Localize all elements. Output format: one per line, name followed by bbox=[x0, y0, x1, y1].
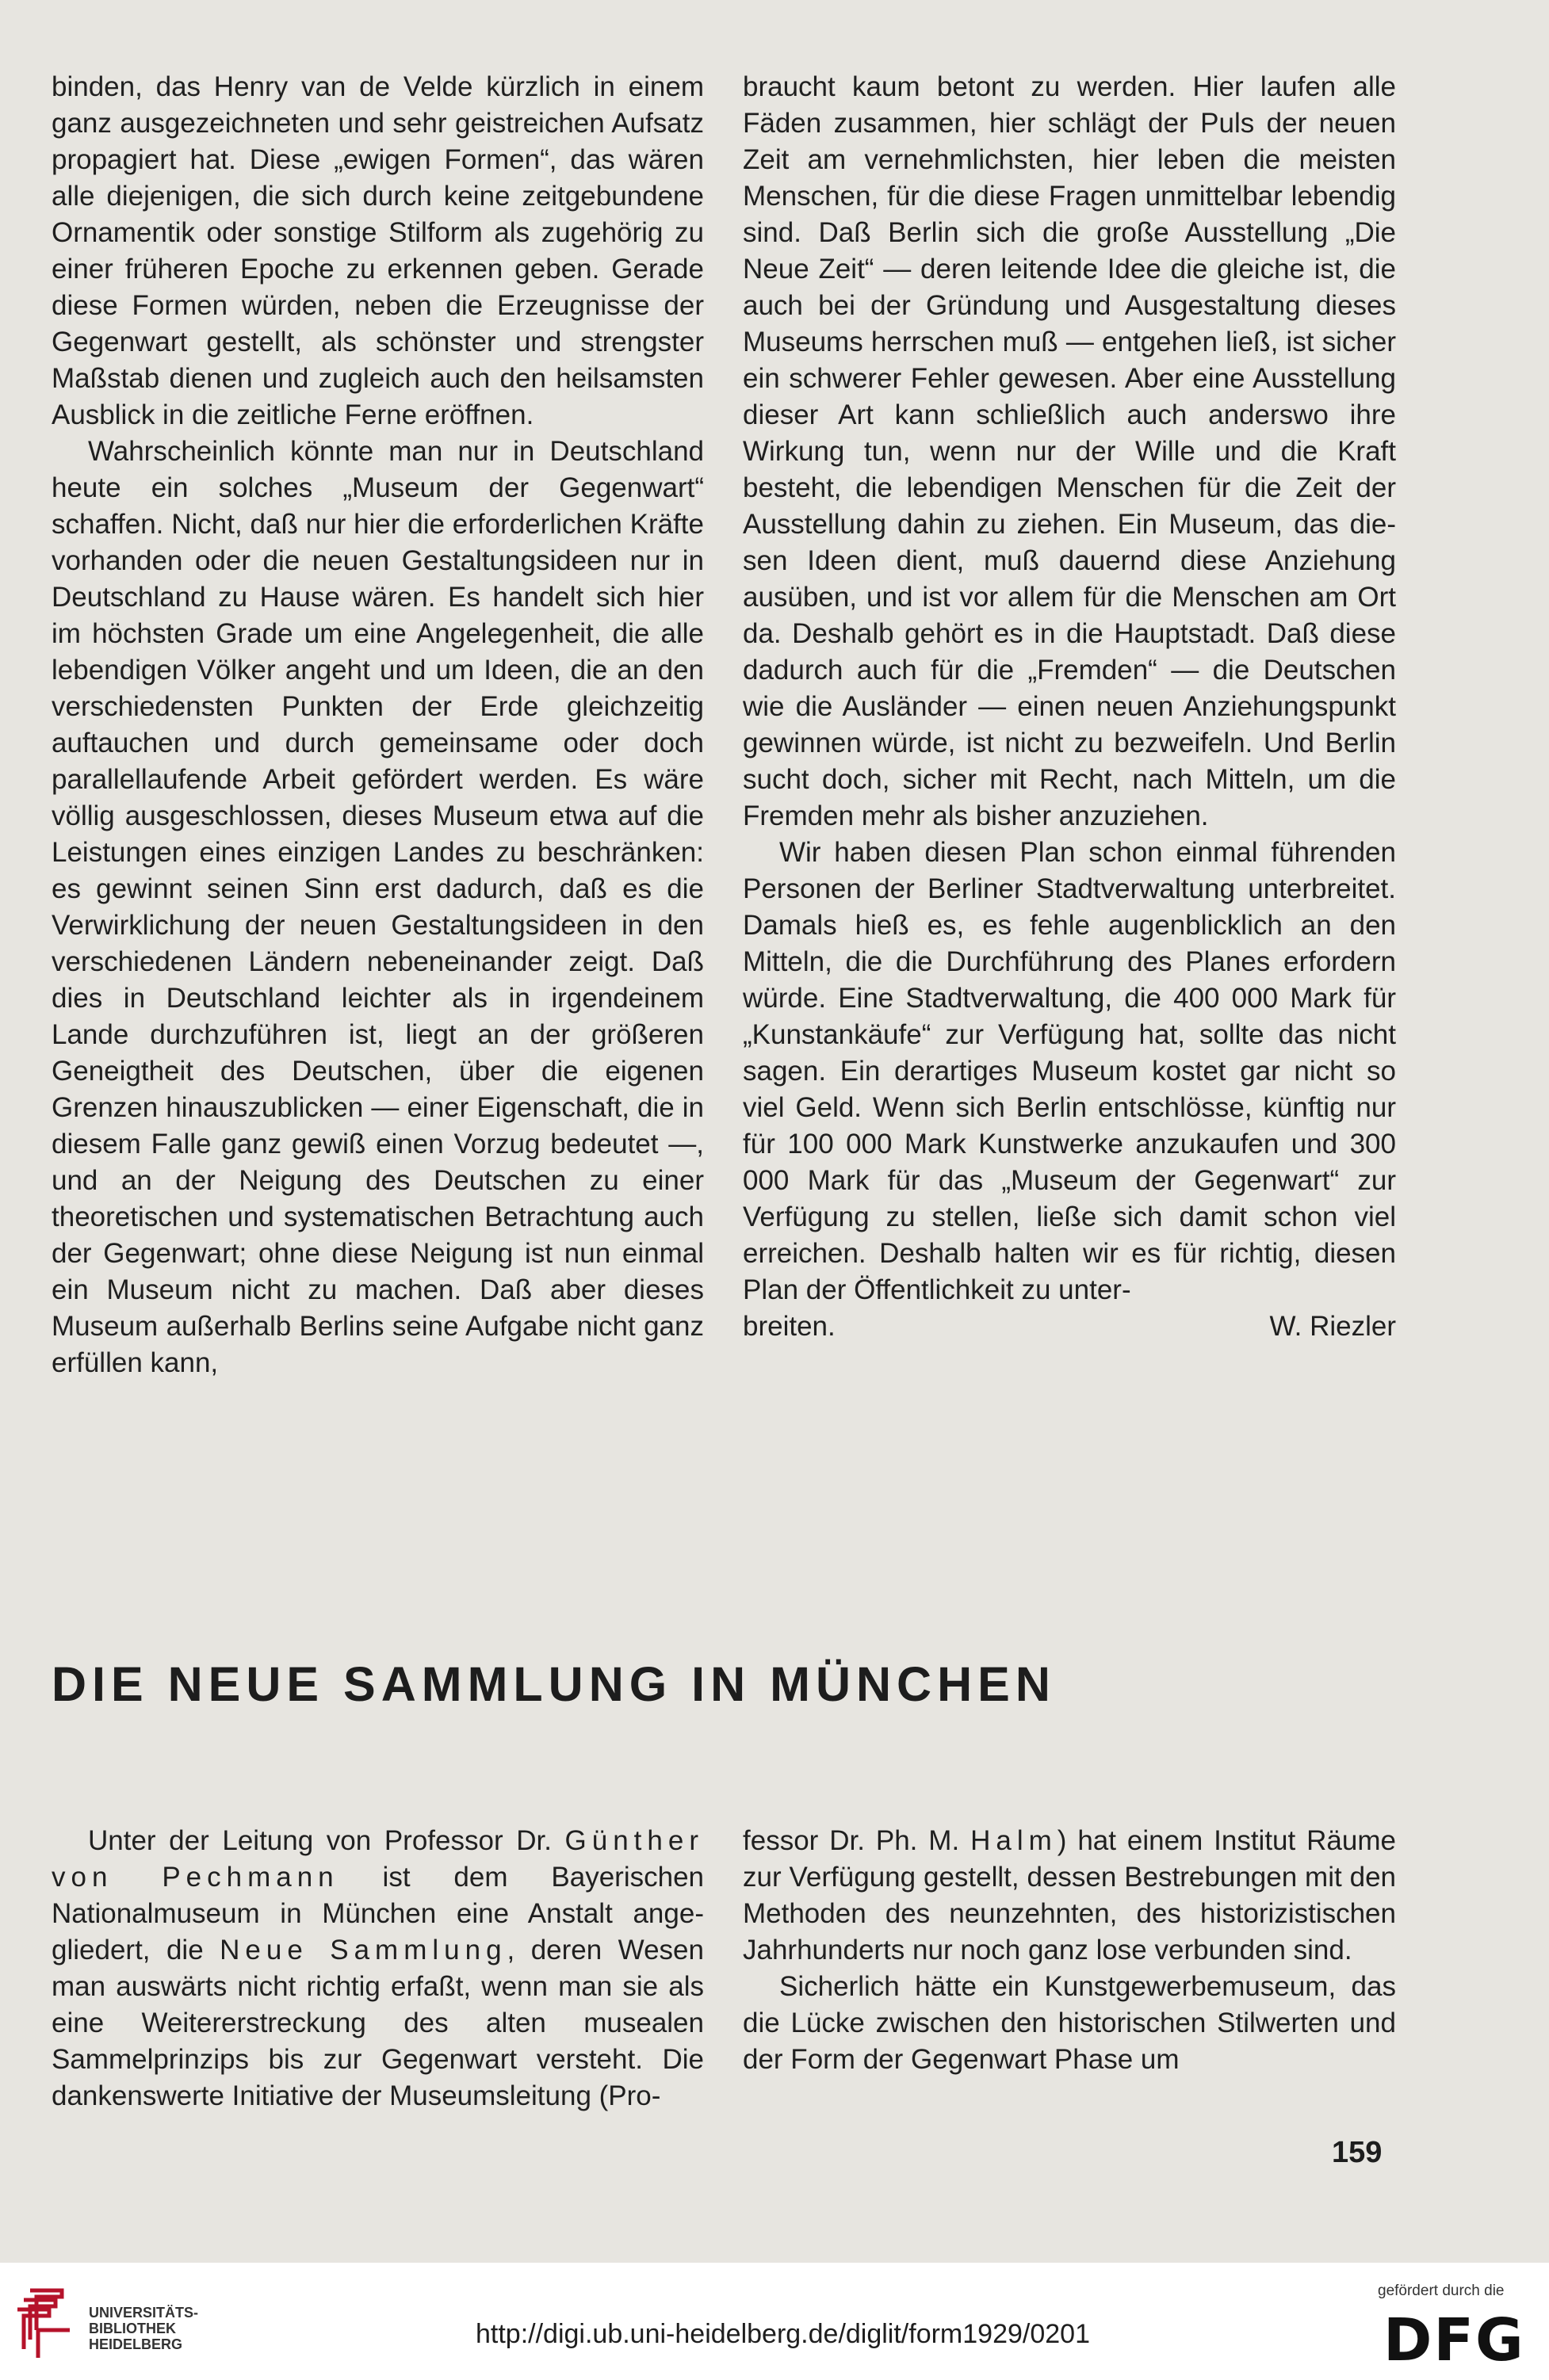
text-column-left-top bbox=[52, 69, 704, 1381]
person-name: Halm bbox=[970, 1825, 1058, 1856]
funding-caption: gefördert durch die bbox=[1378, 2283, 1505, 2299]
institution-name: Neue Sammlung bbox=[220, 1935, 507, 1966]
library-name-line: UNIVERSITÄTS- bbox=[89, 2305, 199, 2321]
text-column-right-top bbox=[743, 69, 1396, 1345]
closing-line bbox=[743, 1308, 1396, 1345]
paragraph: Sicherlich hätte ein Kunstgewerbemuseum, das die Lücke zwischen den historischen Stilwerten und der Form der Gegenwart Phase um bbox=[743, 1971, 1396, 2075]
article-headline: DIE NEUE SAMMLUNG IN MÜNCHEN bbox=[52, 1657, 1056, 1711]
author-signature: W. Riezler bbox=[1269, 1311, 1396, 1342]
paragraph: braucht kaum betont zu werden. Hier laufen alle Fäden zusammen, hier schlägt der Puls der neuen Zeit am vernehmlichsten, hier leben die meisten Menschen, für die diese Fragen unmittelbar lebendig sind. Daß Berlin sich die große Ausstellung „Die Neue Zeit“ — deren leitende Idee die gleiche ist, die auch bei der Gründung und Ausgestaltung dieses Museums herrschen muß — entgehen ließ, ist sicher ein schwerer Fehler gewesen. Aber eine Ausstellung dieser Art kann schließlich auch anderswo ihre Wirkung tun, wenn nur der Wille und die Kraft besteht, die lebendigen Menschen für die Zeit der Ausstellung dahin zu ziehen. Ein Museum, das diesen Ideen dient, muß dauernd diese Anziehung ausüben, und ist vor allem für die Menschen am Ort da. Deshalb gehört es in die Hauptstadt. Daß diese dadurch auch für die „Fremden“ — die Deutschen wie die Ausländer — einen neuen Anziehungspunkt gewinnen würde, ist nicht zu bezweifeln. Und Berlin sucht doch, sicher mit Recht, nach Mitteln, um die Fremden mehr als bisher anzuziehen. bbox=[743, 71, 1396, 831]
paragraph: binden, das Henry van de Velde kürzlich in einem ganz ausgezeichneten und sehr geistreichen Aufsatz propagiert hat. Diese „ewigen Formen“, das wären alle diejenigen, die sich durch keine zeitgebundene Ornamentik oder sonstige Stilform als zugehörig zu einer früheren Epoche zu erkennen geben. Gerade diese Formen würden, neben die Erzeugnisse der Gegenwart gestellt, als schönster und strengster Maßstab dienen und zugleich auch den heilsamsten Ausblick in die zeitliche Ferne eröffnen. bbox=[52, 71, 704, 430]
library-name-line: BIBLIOTHEK bbox=[89, 2321, 176, 2336]
paragraph bbox=[52, 1823, 704, 2114]
library-logo-icon bbox=[14, 2283, 76, 2366]
library-name-line: HEIDELBERG bbox=[89, 2336, 183, 2352]
person-name: Günther von Pechmann bbox=[52, 1825, 704, 1893]
page-number: 159 bbox=[1332, 2136, 1383, 2169]
paragraph: Wahrscheinlich könnte man nur in Deutschland heute ein solches „Museum der Gegenwart“ schaffen. Nicht, daß nur hier die erforderlichen Kräfte vorhanden oder die neuen Gestaltungsideen nur in Deutschland zu Hause wären. Es handelt sich hier im höchsten Grade um eine Angelegenheit, die alle lebendigen Völker angeht und um Ideen, die an den verschiedensten Punkten der Erde gleichzeitig auftauchen und durch gemeinsame oder doch parallellaufende Arbeit gefördert werden. Es wäre völlig ausgeschlossen, dieses Museum etwa auf die Leistungen eines einzigen Landes zu beschränken: es gewinnt seinen Sinn erst dadurch, daß es die Verwirklichung der neuen Gestaltungsideen in den verschiedenen Ländern nebeneinander zeigt. Daß dies in Deutschland leichter als in irgendeinem Lande durchzuführen ist, liegt an der größeren Geneigtheit des Deutschen, über die eigenen Grenzen hinauszublicken — einer Eigenschaft, die in diesem Falle ganz gewiß einen Vorzug bedeutet —, und an der Neigung des Deutschen zu einer theoretischen und systematischen Betrachtung auch der Gegenwart; ohne diese Neigung ist nun einmal ein Museum nicht zu machen. Daß aber dieses Museum außerhalb Berlins seine Aufgabe nicht ganz erfüllen kann, bbox=[52, 436, 704, 1378]
text-run: ist dem Bayerischen Nationalmuseum in München eine Anstalt angegliedert, die bbox=[52, 1862, 704, 1966]
permalink-url[interactable]: http://digi.ub.uni-heidelberg.de/diglit/form1929/0201 bbox=[476, 2319, 1090, 2349]
text-column-right-bottom bbox=[743, 1823, 1396, 2078]
paragraph: Wir haben diesen Plan schon einmal führenden Personen der Berliner Stadtverwaltung unterbreitet. Damals hieß es, es fehle augenblicklich an den Mitteln, die die Durchführung des Planes erfordern würde. Eine Stadtverwaltung, die 400 000 Mark für „Kunstankäufe“ zur Verfügung hat, sollte das nicht sagen. Ein derartiges Museum kostet gar nicht so viel Geld. Wenn sich Berlin entschlösse, künftig nur für 100 000 Mark Kunstwerke anzukaufen und 300 000 Mark für das „Museum der Gegenwart“ zur Verfügung zu stellen, ließe sich damit schon viel erreichen. Deshalb halten wir es für richtig, diesen Plan der Öffentlichkeit zu unter- bbox=[743, 837, 1396, 1305]
text-run: ) hat einem Institut Räume zur Verfügung gestellt, dessen Bestrebungen mit den Methoden des neunzehnten, des historizistischen Jahrhunderts nur noch ganz lose verbunden sind. bbox=[743, 1825, 1396, 1966]
text-run: , deren Wesen man auswärts nicht richtig erfaßt, wenn man sie als eine Weitererstreckung des alten musealen Sammelprinzips bis zur Gegenwart versteht. Die dankenswerte Initiative der Museumsleitung (Pro- bbox=[52, 1935, 704, 2111]
closing-word: breiten. bbox=[743, 1311, 836, 1342]
text-run: fessor Dr. Ph. M. bbox=[743, 1825, 971, 1856]
paragraph bbox=[743, 1823, 1396, 1969]
library-name bbox=[89, 2305, 198, 2352]
text-column-left-bottom bbox=[52, 1823, 704, 2114]
dfg-logo: DFG bbox=[1383, 2306, 1525, 2374]
text-run: Unter der Leitung von Professor Dr. bbox=[88, 1825, 565, 1856]
